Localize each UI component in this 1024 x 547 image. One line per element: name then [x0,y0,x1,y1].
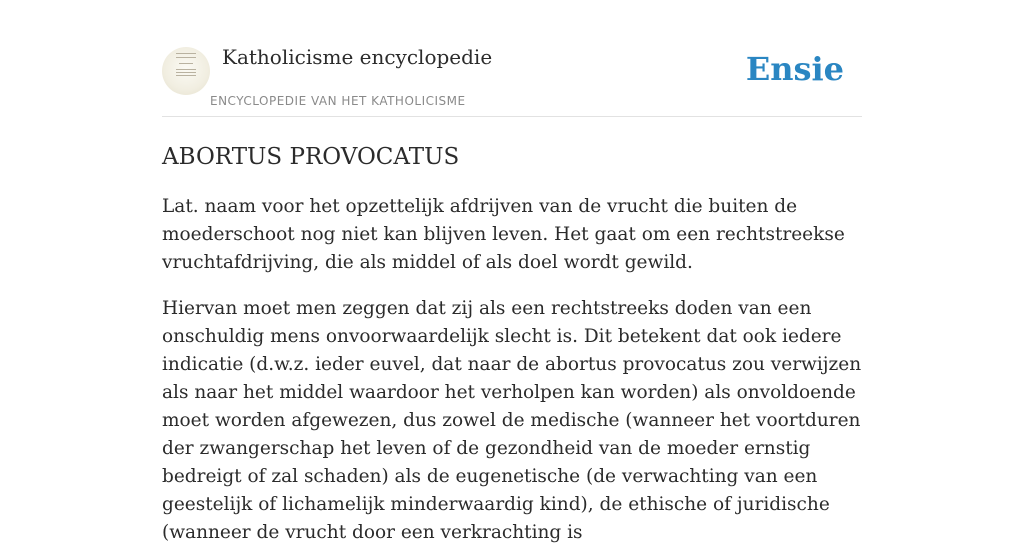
article-paragraph: Lat. naam voor het opzettelijk afdrijven van de vrucht die buiten de moederschoot nog niet kan blijven leven. Het gaat om een rechtstreekse vruchtafdrijving, die als middel of als doel wordt gewild. [162,196,845,273]
site-subtitle: ENCYCLOPEDIE VAN HET KATHOLICISME [210,94,466,108]
article-body [162,193,862,547]
site-header [162,0,862,117]
article-title: ABORTUS PROVOCATUS [162,144,460,170]
book-cover-thumbnail[interactable] [162,47,210,95]
page-container [162,0,862,547]
site-title[interactable]: Katholicisme encyclopedie [222,45,493,69]
article-paragraph: Hiervan moet men zeggen dat zij als een rechtstreeks doden van een onschuldig mens onvoorwaardelijk slecht is. Dit betekent dat ook iedere indicatie (d.w.z. ieder euvel, dat naar de abortus provocatus zou verwijzen als naar het middel waardoor het verholpen kan worden) als onvoldoende moet worden afgewezen, dus zowel de medische (wanneer het voortduren der zwangerschap het leven of de gezondheid van de moeder ernstig bedreigt of zal schaden) als de eugenetische (de verwachting van een geestelijk of lichamelijk minderwaardig kind), de ethische of juridische (wanneer de vrucht door een verkrachting is [162,298,862,543]
brand-logo-link[interactable]: Ensie [745,50,844,88]
article [162,142,862,547]
